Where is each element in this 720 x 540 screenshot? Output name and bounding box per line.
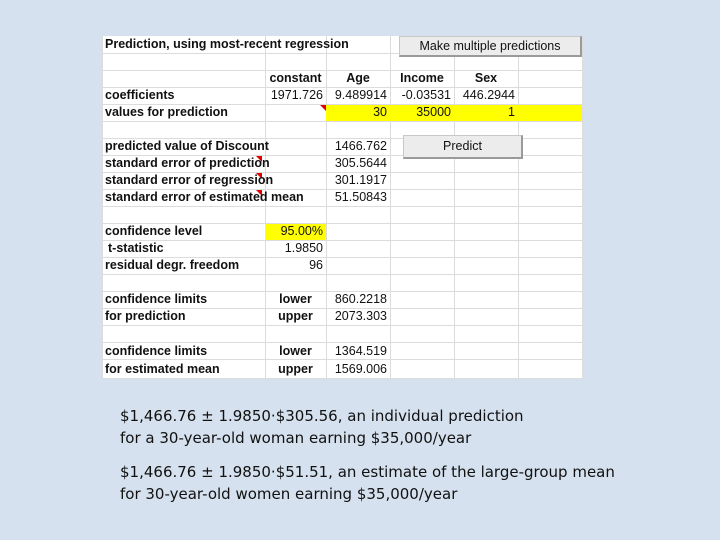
- input-sex[interactable]: 1: [508, 105, 515, 119]
- sheet-title: Prediction, using most-recent regression: [105, 37, 349, 51]
- coefficient-income: -0.03531: [401, 88, 451, 102]
- mean-limits-sublabel: for estimated mean: [105, 362, 220, 376]
- grid-line: [102, 274, 583, 275]
- se-regression-value: 301.1917: [334, 173, 387, 187]
- residual-df-label: residual degr. freedom: [105, 258, 240, 272]
- mean-upper-label: upper: [278, 362, 313, 376]
- mean-lower-label: lower: [279, 344, 312, 358]
- mean-upper-value: 1569.006: [334, 362, 387, 376]
- mean-limits-label: confidence limits: [105, 344, 208, 358]
- coefficient-sex: 446.2944: [462, 88, 515, 102]
- caption-line: for a 30-year-old woman earning $35,000/year: [120, 429, 472, 447]
- header-income: Income: [400, 71, 444, 85]
- caption-line: $1,466.76 ± 1.9850·$305.56, an individual prediction: [120, 407, 524, 425]
- coefficient-constant: 1971.726: [270, 88, 323, 102]
- se-regression-label: standard error of regression: [105, 173, 274, 187]
- se-prediction-label: standard error of prediction: [105, 156, 270, 170]
- t-statistic-label: t-statistic: [108, 241, 164, 255]
- input-age[interactable]: 30: [373, 105, 387, 119]
- se-mean-label: standard error of estimated mean: [105, 190, 304, 204]
- grid-line: [102, 206, 583, 207]
- values-for-prediction-label: values for prediction: [105, 105, 228, 119]
- caption-individual-prediction: [120, 405, 524, 449]
- grid-line: [102, 325, 583, 326]
- prediction-upper-value: 2073.303: [334, 309, 387, 323]
- confidence-level-input[interactable]: 95.00%: [280, 224, 323, 238]
- residual-df-value: 96: [309, 258, 323, 272]
- predict-button[interactable]: Predict: [403, 135, 523, 159]
- prediction-lower-label: lower: [279, 292, 312, 306]
- input-income[interactable]: 35000: [416, 105, 451, 119]
- caption-line: $1,466.76 ± 1.9850·$51.51, an estimate of the large-group mean: [120, 463, 615, 481]
- prediction-upper-label: upper: [278, 309, 313, 323]
- mean-lower-value: 1364.519: [334, 344, 387, 358]
- predicted-value-label: predicted value of Discount: [105, 139, 269, 153]
- header-constant: constant: [269, 71, 322, 85]
- prediction-lower-value: 860.2218: [334, 292, 387, 306]
- header-age: Age: [346, 71, 370, 85]
- make-multiple-predictions-button[interactable]: Make multiple predictions: [399, 36, 582, 57]
- grid-line: [102, 378, 583, 379]
- confidence-level-label: confidence level: [105, 224, 203, 238]
- prediction-limits-label: confidence limits: [105, 292, 208, 306]
- prediction-limits-sublabel: for prediction: [105, 309, 186, 323]
- t-statistic-value: 1.9850: [284, 241, 323, 255]
- grid-line: [102, 121, 583, 122]
- predicted-value: 1466.762: [334, 139, 387, 153]
- header-sex: Sex: [474, 71, 498, 85]
- caption-group-mean: [120, 461, 615, 505]
- spreadsheet: [102, 36, 583, 379]
- se-mean-value: 51.50843: [334, 190, 387, 204]
- se-prediction-value: 305.5644: [334, 156, 387, 170]
- grid-line: [102, 240, 583, 241]
- coefficients-label: coefficients: [105, 88, 175, 102]
- coefficient-age: 9.489914: [334, 88, 387, 102]
- caption-line: for 30-year-old women earning $35,000/year: [120, 485, 458, 503]
